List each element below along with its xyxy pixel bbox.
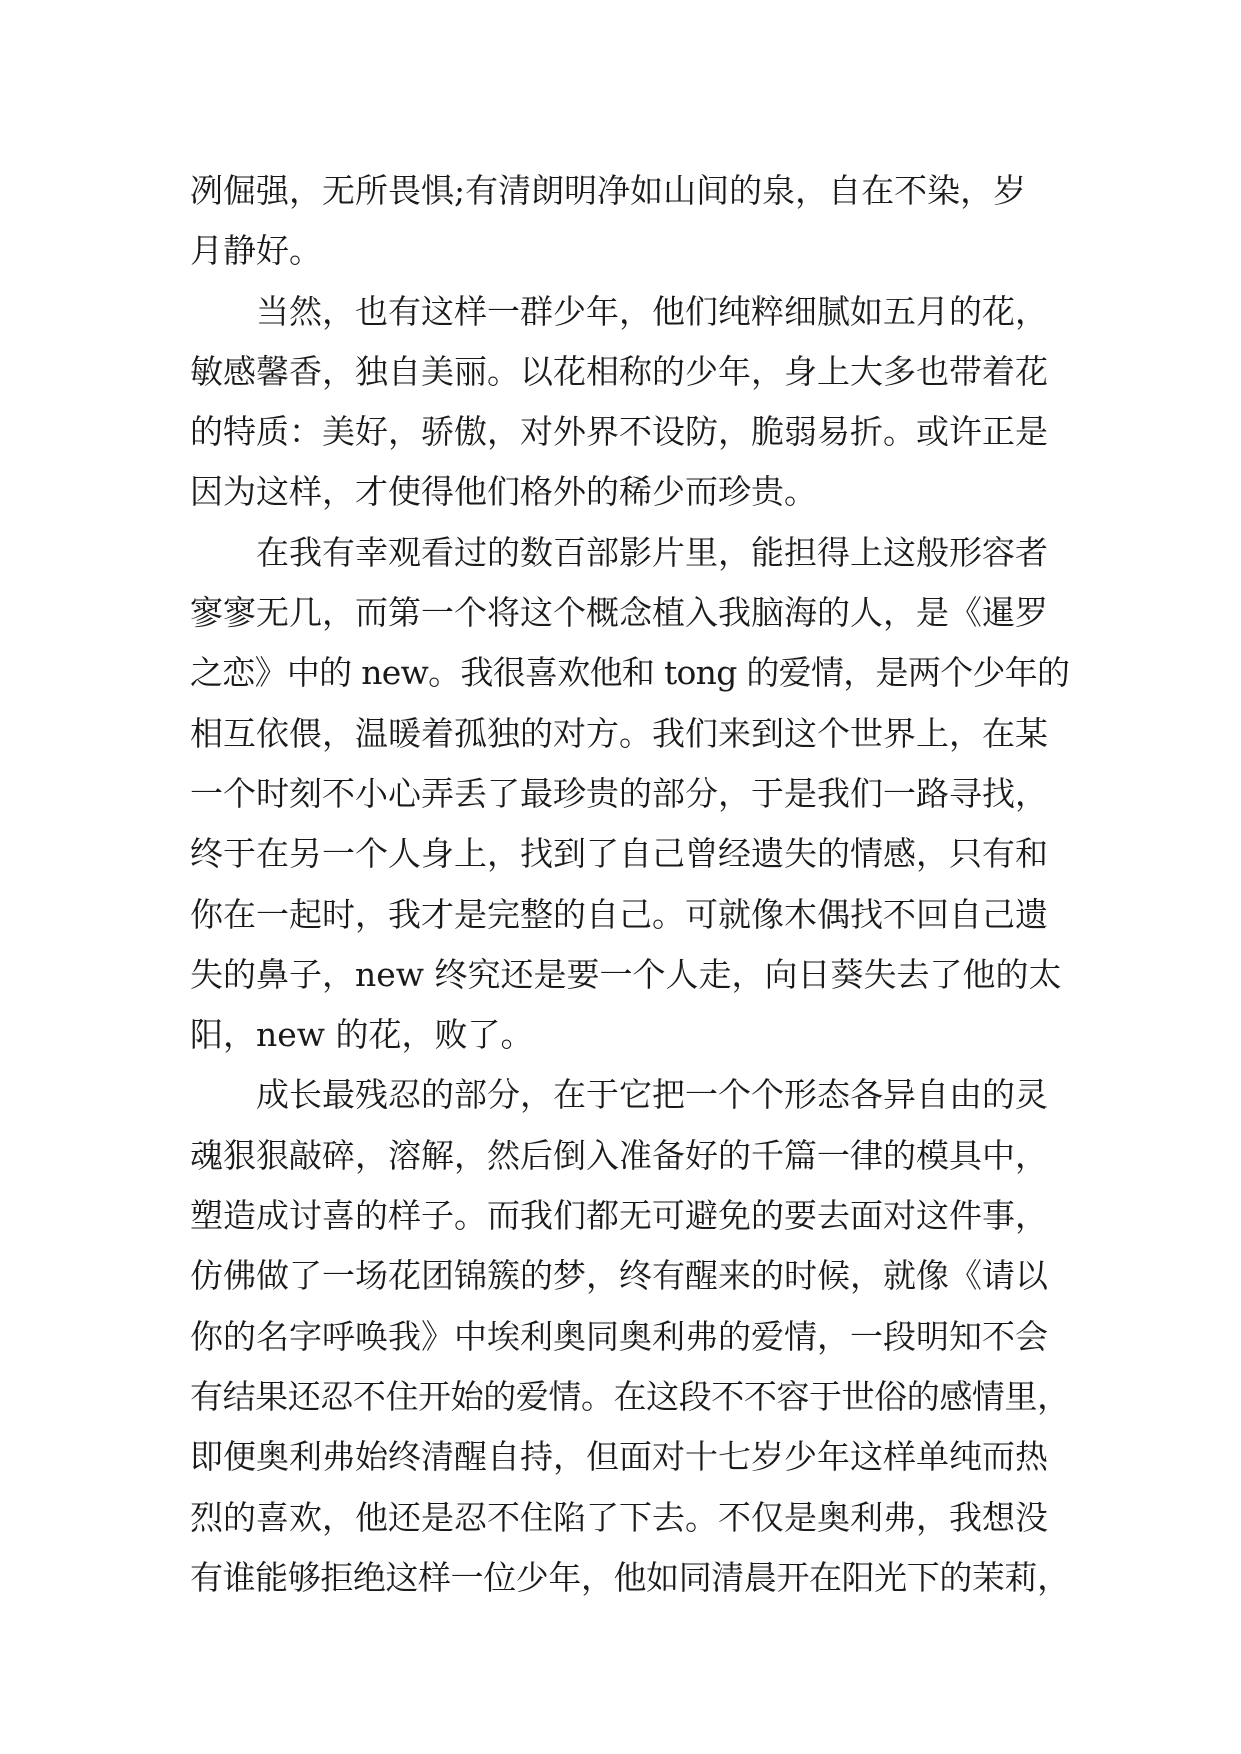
- text-line: 的特质：美好，骄傲，对外界不设防，脆弱易折。或许正是: [190, 412, 1048, 452]
- text-line: 有谁能够拒绝这样一位少年，他如同清晨开在阳光下的茉莉，: [190, 1557, 1070, 1597]
- text-line: 有结果还忍不住开始的爱情。在这段不不容于世俗的感情里，: [190, 1376, 1070, 1416]
- text-line: 阳，new 的花，败了。: [190, 1015, 534, 1055]
- text-line: 你的名字呼唤我》中埃利奥同奥利弗的爱情，一段明知不会: [190, 1316, 1048, 1356]
- text-line: 之恋》中的 new。我很喜欢他和 tong 的爱情，是两个少年的: [190, 653, 1070, 693]
- body-text: [190, 161, 1070, 1608]
- text-line: 塑造成讨喜的样子。而我们都无可避免的要去面对这件事，: [190, 1196, 1048, 1236]
- text-line: 寥寥无几，而第一个将这个概念植入我脑海的人，是《暹罗: [190, 593, 1048, 633]
- text-line: 敏感馨香，独自美丽。以花相称的少年，身上大多也带着花: [190, 351, 1048, 391]
- text-line: 魂狠狠敲碎，溶解，然后倒入准备好的千篇一律的模具中，: [190, 1135, 1048, 1175]
- text-line: 冽倔强，无所畏惧;有清朗明净如山间的泉，自在不染，岁: [190, 171, 1027, 210]
- text-line: 月静好。: [190, 231, 322, 271]
- text-line: 成长最残忍的部分，在于它把一个个形态各异自由的灵: [256, 1075, 1048, 1115]
- text-line: 仿佛做了一场花团锦簇的梦，终有醒来的时候，就像《请以: [190, 1256, 1048, 1296]
- text-line: 相互依偎，温暖着孤独的对方。我们来到这个世界上，在某: [190, 713, 1048, 753]
- text-line: 在我有幸观看过的数百部影片里，能担得上这般形容者: [256, 532, 1048, 572]
- text-line: 你在一起时，我才是完整的自己。可就像木偶找不回自己遗: [190, 894, 1048, 934]
- text-line: 一个时刻不小心弄丢了最珍贵的部分，于是我们一路寻找，: [190, 773, 1048, 813]
- text-line: 终于在另一个人身上，找到了自己曾经遗失的情感，只有和: [190, 834, 1048, 874]
- text-line: 当然，也有这样一群少年，他们纯粹细腻如五月的花，: [256, 291, 1048, 331]
- text-line: 因为这样，才使得他们格外的稀少而珍贵。: [190, 472, 817, 512]
- text-line: 失的鼻子，new 终究还是要一个人走，向日葵失去了他的太: [190, 954, 1062, 994]
- text-line: 即便奥利弗始终清醒自持，但面对十七岁少年这样单纯而热: [190, 1437, 1048, 1477]
- text-line: 烈的喜欢，他还是忍不住陷了下去。不仅是奥利弗，我想没: [190, 1497, 1048, 1537]
